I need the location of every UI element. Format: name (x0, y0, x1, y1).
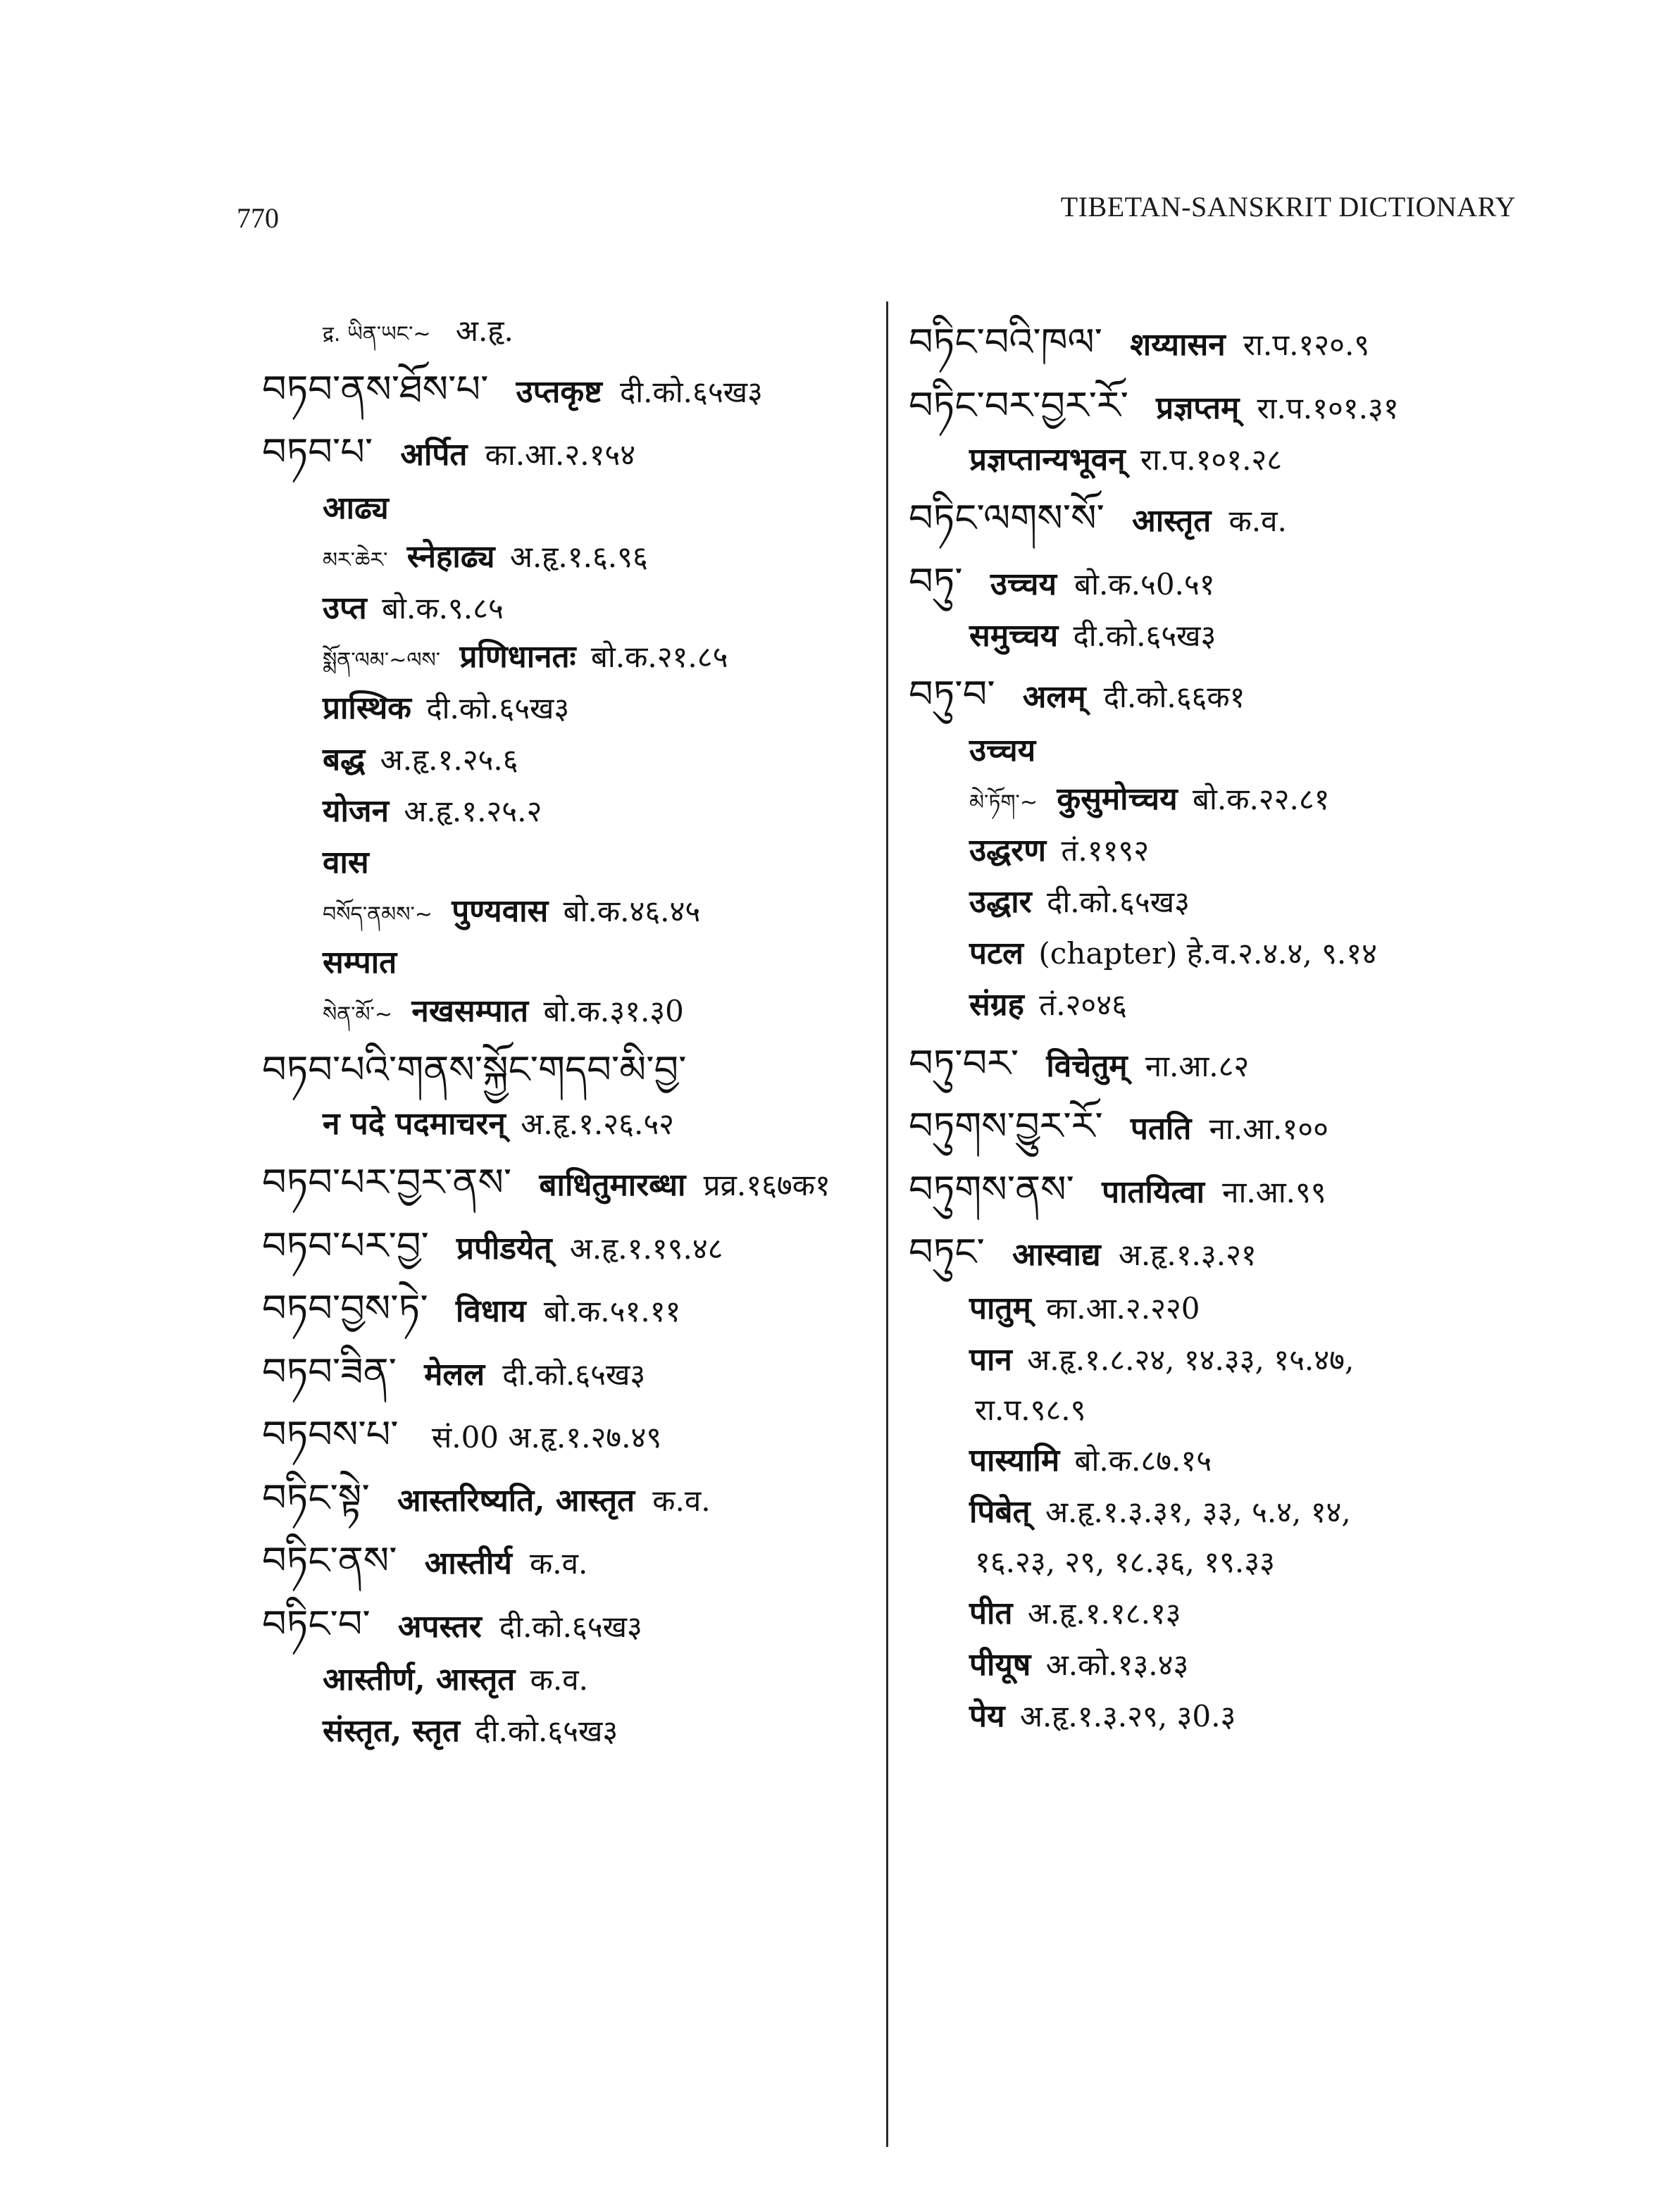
sanskrit-equivalent: आस्तरिष्यति, आस्तृत (397, 1482, 635, 1519)
sanskrit-equivalent: संग्रह (969, 986, 1024, 1023)
dictionary-entry (909, 1645, 1529, 1684)
sanskrit-equivalent: वास (323, 844, 369, 880)
source-reference: तं.२०४६ (1039, 987, 1127, 1022)
source-reference: बो.क.९.८५ (382, 590, 504, 625)
tibetan-term: བསོད་ནམས་~ (323, 902, 433, 927)
source-reference: दी.को.६५ख३ (426, 690, 570, 726)
dictionary-entry (262, 792, 882, 830)
source-reference: दी.को.६५ख३ (620, 374, 763, 409)
source-reference: बो.क.३१.३0 (543, 993, 684, 1028)
source-reference: दी.को.६५ख३ (475, 1714, 618, 1748)
tibetan-term: བཏིང་བ་ (262, 1601, 371, 1646)
dictionary-entry (909, 831, 1529, 870)
dictionary-entry (262, 313, 882, 350)
sanskrit-equivalent: अर्पित (400, 437, 468, 473)
dictionary-entry (909, 1594, 1529, 1633)
sanskrit-equivalent: समुच्चय (969, 618, 1059, 654)
sanskrit-equivalent: उद्धरण (969, 832, 1047, 868)
sanskrit-equivalent: उच्चय (990, 566, 1057, 602)
dictionary-entry (909, 934, 1529, 973)
dictionary-entry (909, 985, 1529, 1024)
sanskrit-equivalent: संस्तृत, स्तृत (323, 1713, 460, 1749)
source-reference: अ.हृ.१.३.३१, ३३, ५.४, १४, (1045, 1495, 1351, 1529)
sanskrit-equivalent: पीत (969, 1595, 1013, 1631)
dictionary-entry (262, 366, 882, 413)
dictionary-entry (262, 1222, 882, 1270)
sanskrit-equivalent: मेलल (424, 1356, 485, 1393)
source-reference: अ.हृ.१.२५.६ (380, 742, 518, 777)
sanskrit-equivalent: पतति (1130, 1111, 1192, 1147)
source-reference: अ.हृ.१.८.२४, १४.३३, १५.४७, (1027, 1342, 1355, 1377)
sanskrit-equivalent: पातयित्वा (1102, 1173, 1205, 1210)
source-reference: क.व. (530, 1662, 588, 1697)
tibetan-term: བཏབ་པར་བྱ་ (262, 1223, 429, 1268)
sanskrit-equivalent: प्रपीडयेत् (456, 1230, 552, 1266)
dictionary-entry (909, 318, 1529, 366)
sanskrit-equivalent: बाधितुमारब्धा (539, 1167, 686, 1203)
dictionary-entry (262, 489, 882, 528)
source-reference: अ.हृ.१.२६.५२ (521, 1107, 674, 1141)
source-reference: बो.क.५0.५१ (1074, 566, 1215, 602)
source-reference: क.व. (530, 1546, 588, 1581)
sanskrit-equivalent: विधाय (455, 1293, 526, 1329)
source-reference: दी.को.६५ख३ (1047, 884, 1190, 919)
sanskrit-equivalent: आस्तृत (1132, 503, 1212, 539)
sanskrit-equivalent: पटल (969, 935, 1023, 971)
dictionary-entry (909, 616, 1529, 655)
tibetan-term: བཏབ་པ་ (262, 430, 373, 474)
dictionary-entry (909, 671, 1529, 718)
dictionary-entry (909, 494, 1529, 542)
source-reference: सं.00 अ.हृ.१.२७.४९ (431, 1420, 662, 1455)
source-reference: बो.क.८७.१५ (1074, 1443, 1212, 1478)
dictionary-entry (909, 1493, 1529, 1531)
tibetan-term: སེན་མོ་~ (323, 1002, 393, 1027)
tibetan-term: མར་ཆེར་ (323, 547, 388, 573)
dictionary-entry (262, 943, 882, 982)
source-reference: अ.को.१३.४३ (1045, 1647, 1189, 1682)
dictionary-entry (909, 780, 1529, 818)
sanskrit-equivalent: उप्तकृष्ट (516, 373, 602, 410)
source-reference: ना.आ.८२ (1145, 1048, 1250, 1083)
dictionary-entry (262, 1537, 882, 1585)
tibetan-term: བཏབས་པ་ (262, 1412, 399, 1457)
tibetan-term: བཏབ་ནས་ཐོས་པ་ (262, 366, 489, 411)
sanskrit-equivalent: पुण्यवास (452, 892, 549, 929)
source-reference: (chapter) हे.व.२.४.४, ९.१४ (1038, 935, 1377, 971)
sanskrit-equivalent: सम्पात (323, 944, 397, 980)
dictionary-entry (909, 1392, 1529, 1429)
column-divider (886, 301, 888, 2147)
source-reference: दी.को.६५ख३ (1073, 618, 1217, 653)
tibetan-term: བཏིང་སྟེ་ (262, 1475, 370, 1520)
source-reference: रा.प.९८.९ (975, 1392, 1086, 1427)
dictionary-entry (909, 1102, 1529, 1150)
dictionary-entry (262, 1348, 882, 1396)
source-reference: ना.आ.९९ (1222, 1174, 1326, 1209)
tibetan-term: བཏབ་བྱས་ཏེ་ (262, 1286, 428, 1331)
dictionary-entry (909, 1697, 1529, 1736)
source-reference: बो.क.२२.८१ (1192, 781, 1330, 816)
dictionary-entry (262, 1285, 882, 1333)
source-reference: प्रव्र.१६७क१ (703, 1168, 830, 1202)
dictionary-entry (262, 1159, 882, 1207)
tibetan-term: द्र. ཡིན་ཡང་~ (323, 322, 431, 347)
source-reference: क.व. (1228, 504, 1287, 538)
dictionary-entry (262, 892, 882, 930)
right-column (909, 303, 1529, 1736)
dictionary-entry (262, 537, 882, 576)
source-reference: बो.क.२१.८५ (590, 639, 728, 674)
tibetan-term: བཏིང་བར་བྱར་རོ་ (909, 382, 1128, 428)
source-reference: रा.प.१०१.३१ (1257, 390, 1399, 425)
sanskrit-equivalent: न पदे पदमाचरन् (323, 1106, 506, 1142)
sanskrit-equivalent: उद्धार (969, 883, 1032, 920)
tibetan-term: བཏུང་ (909, 1230, 985, 1274)
dictionary-entry (909, 1166, 1529, 1214)
dictionary-entry (262, 1474, 882, 1522)
source-reference: अ.हृ.१.३.२१ (1118, 1238, 1257, 1272)
source-reference: का.आ.२.१५४ (485, 437, 636, 472)
dictionary-entry (262, 1600, 882, 1648)
sanskrit-equivalent: आस्तीर्ण, आस्तृत (323, 1662, 516, 1698)
sanskrit-equivalent: पास्यामि (969, 1443, 1060, 1478)
dictionary-entry (909, 731, 1529, 770)
tibetan-term: སྨོན་ལམ་~ལས་ (323, 647, 441, 673)
source-reference: अ.हृ.१.१९.४८ (569, 1231, 723, 1266)
source-reference: रा.प.१०१.२८ (1140, 442, 1283, 477)
dictionary-entry (909, 1441, 1529, 1480)
source-reference: तं.११९२ (1061, 833, 1150, 868)
tibetan-term: བཏུགས་བྱུར་རོ་ (909, 1104, 1103, 1148)
dictionary-entry (262, 1411, 882, 1459)
dictionary-entry (262, 689, 882, 728)
sanskrit-equivalent: बद्ध (323, 741, 366, 778)
source-reference: रा.प.१२०.९ (1243, 328, 1370, 362)
sanskrit-equivalent: कुसुमोच्चय (1057, 780, 1178, 817)
dictionary-entry (262, 992, 882, 1031)
source-reference: अ.हृ. (455, 313, 514, 348)
dictionary-entry (909, 1289, 1529, 1328)
source-reference: दी.को.६५ख३ (502, 1357, 646, 1392)
sanskrit-equivalent: आस्तीर्य (424, 1545, 512, 1581)
dictionary-entry (909, 883, 1529, 921)
source-reference: अ.हृ.१.६.९६ (509, 539, 648, 574)
sanskrit-equivalent: उप्त (323, 590, 367, 626)
dictionary-entry (909, 1544, 1529, 1581)
source-reference: क.व. (652, 1483, 711, 1518)
dictionary-entry (262, 1660, 882, 1699)
sanskrit-equivalent: पातुम् (969, 1290, 1031, 1326)
sanskrit-equivalent: पीयूष (969, 1646, 1031, 1683)
dictionary-entry (262, 1046, 882, 1094)
source-reference: १६.२३, २९, १८.३६, १९.३३ (975, 1545, 1275, 1579)
dictionary-entry (909, 440, 1529, 479)
dictionary-entry (909, 1228, 1529, 1276)
dictionary-entry (909, 1340, 1529, 1379)
tibetan-term: བཏིང་ལགས་སོ་ (909, 496, 1105, 540)
dictionary-entry (262, 1104, 882, 1143)
tibetan-term: བཏུ་བར་ (909, 1040, 1019, 1085)
tibetan-term: མེ་ཏོག་~ (969, 790, 1038, 815)
tibetan-term: བཏུགས་ནས་ (909, 1166, 1074, 1212)
source-reference: बो.क.५१.११ (543, 1294, 681, 1328)
source-reference: अ.हृ.१.३.२९, ३0.३ (1019, 1698, 1236, 1733)
tibetan-term: བཏུ་ (909, 559, 963, 604)
sanskrit-equivalent: आढ्य (323, 490, 389, 526)
sanskrit-equivalent: प्रज्ञप्तम् (1156, 390, 1240, 426)
sanskrit-equivalent: नखसम्पात (411, 992, 529, 1029)
sanskrit-equivalent: प्रास्थिक (323, 690, 411, 726)
tibetan-term: བཏིང་བའི་ཁལ་ (909, 320, 1103, 364)
sanskrit-equivalent: प्रज्ञप्तान्यभूवन् (969, 442, 1126, 478)
dictionary-entry (262, 1712, 882, 1750)
sanskrit-equivalent: पान (969, 1341, 1012, 1378)
dictionary-entry (262, 843, 882, 882)
sanskrit-equivalent: योजन (323, 792, 389, 829)
source-reference: ना.आ.१०० (1209, 1112, 1329, 1146)
source-reference: का.आ.२.२२0 (1046, 1290, 1200, 1326)
running-title: TIBETAN-SANSKRIT DICTIONARY (1060, 191, 1516, 223)
source-reference: बो.क.४६.४५ (563, 893, 701, 928)
dictionary-entry (262, 428, 882, 476)
dictionary-entry (262, 740, 882, 779)
dictionary-entry (909, 1040, 1529, 1088)
sanskrit-equivalent: पेय (969, 1698, 1005, 1734)
sanskrit-equivalent: उच्चय (969, 732, 1036, 768)
source-reference: अ.हृ.१.२५.२ (404, 793, 542, 828)
dictionary-entry (909, 382, 1529, 430)
left-column (262, 303, 882, 1750)
sanskrit-equivalent: विचेतुम् (1046, 1047, 1128, 1084)
sanskrit-equivalent: अपस्तर (397, 1608, 482, 1645)
tibetan-term: བཏབ་པར་བྱར་ནས་ (262, 1160, 512, 1204)
dictionary-entry (909, 558, 1529, 606)
sanskrit-equivalent: अलम् (1022, 679, 1086, 715)
sanskrit-equivalent: शय्यासन (1130, 327, 1226, 363)
tibetan-term: བཏུ་བ་ (909, 672, 995, 716)
tibetan-term: བཏབ་ཟིན་ (262, 1349, 397, 1394)
sanskrit-equivalent: आस्वाद्य (1012, 1237, 1101, 1273)
source-reference: दी.को.६६क१ (1103, 680, 1245, 714)
tibetan-term: བཏབ་པའི་གནས་སྐྱོང་གདབ་མི་བྱ་ (262, 1047, 687, 1092)
dictionary-entry (262, 637, 882, 676)
source-reference: दी.को.६५ख३ (499, 1609, 642, 1644)
sanskrit-equivalent: स्नेहाढ्य (406, 538, 495, 575)
sanskrit-equivalent: पिबेत् (969, 1494, 1031, 1530)
page-number: 770 (237, 202, 279, 234)
dictionary-entry (262, 589, 882, 628)
sanskrit-equivalent: प्रणिधानतः (459, 638, 576, 675)
tibetan-term: བཏིང་ནས་ (262, 1538, 397, 1583)
source-reference: अ.हृ.१.१८.१३ (1027, 1595, 1181, 1631)
